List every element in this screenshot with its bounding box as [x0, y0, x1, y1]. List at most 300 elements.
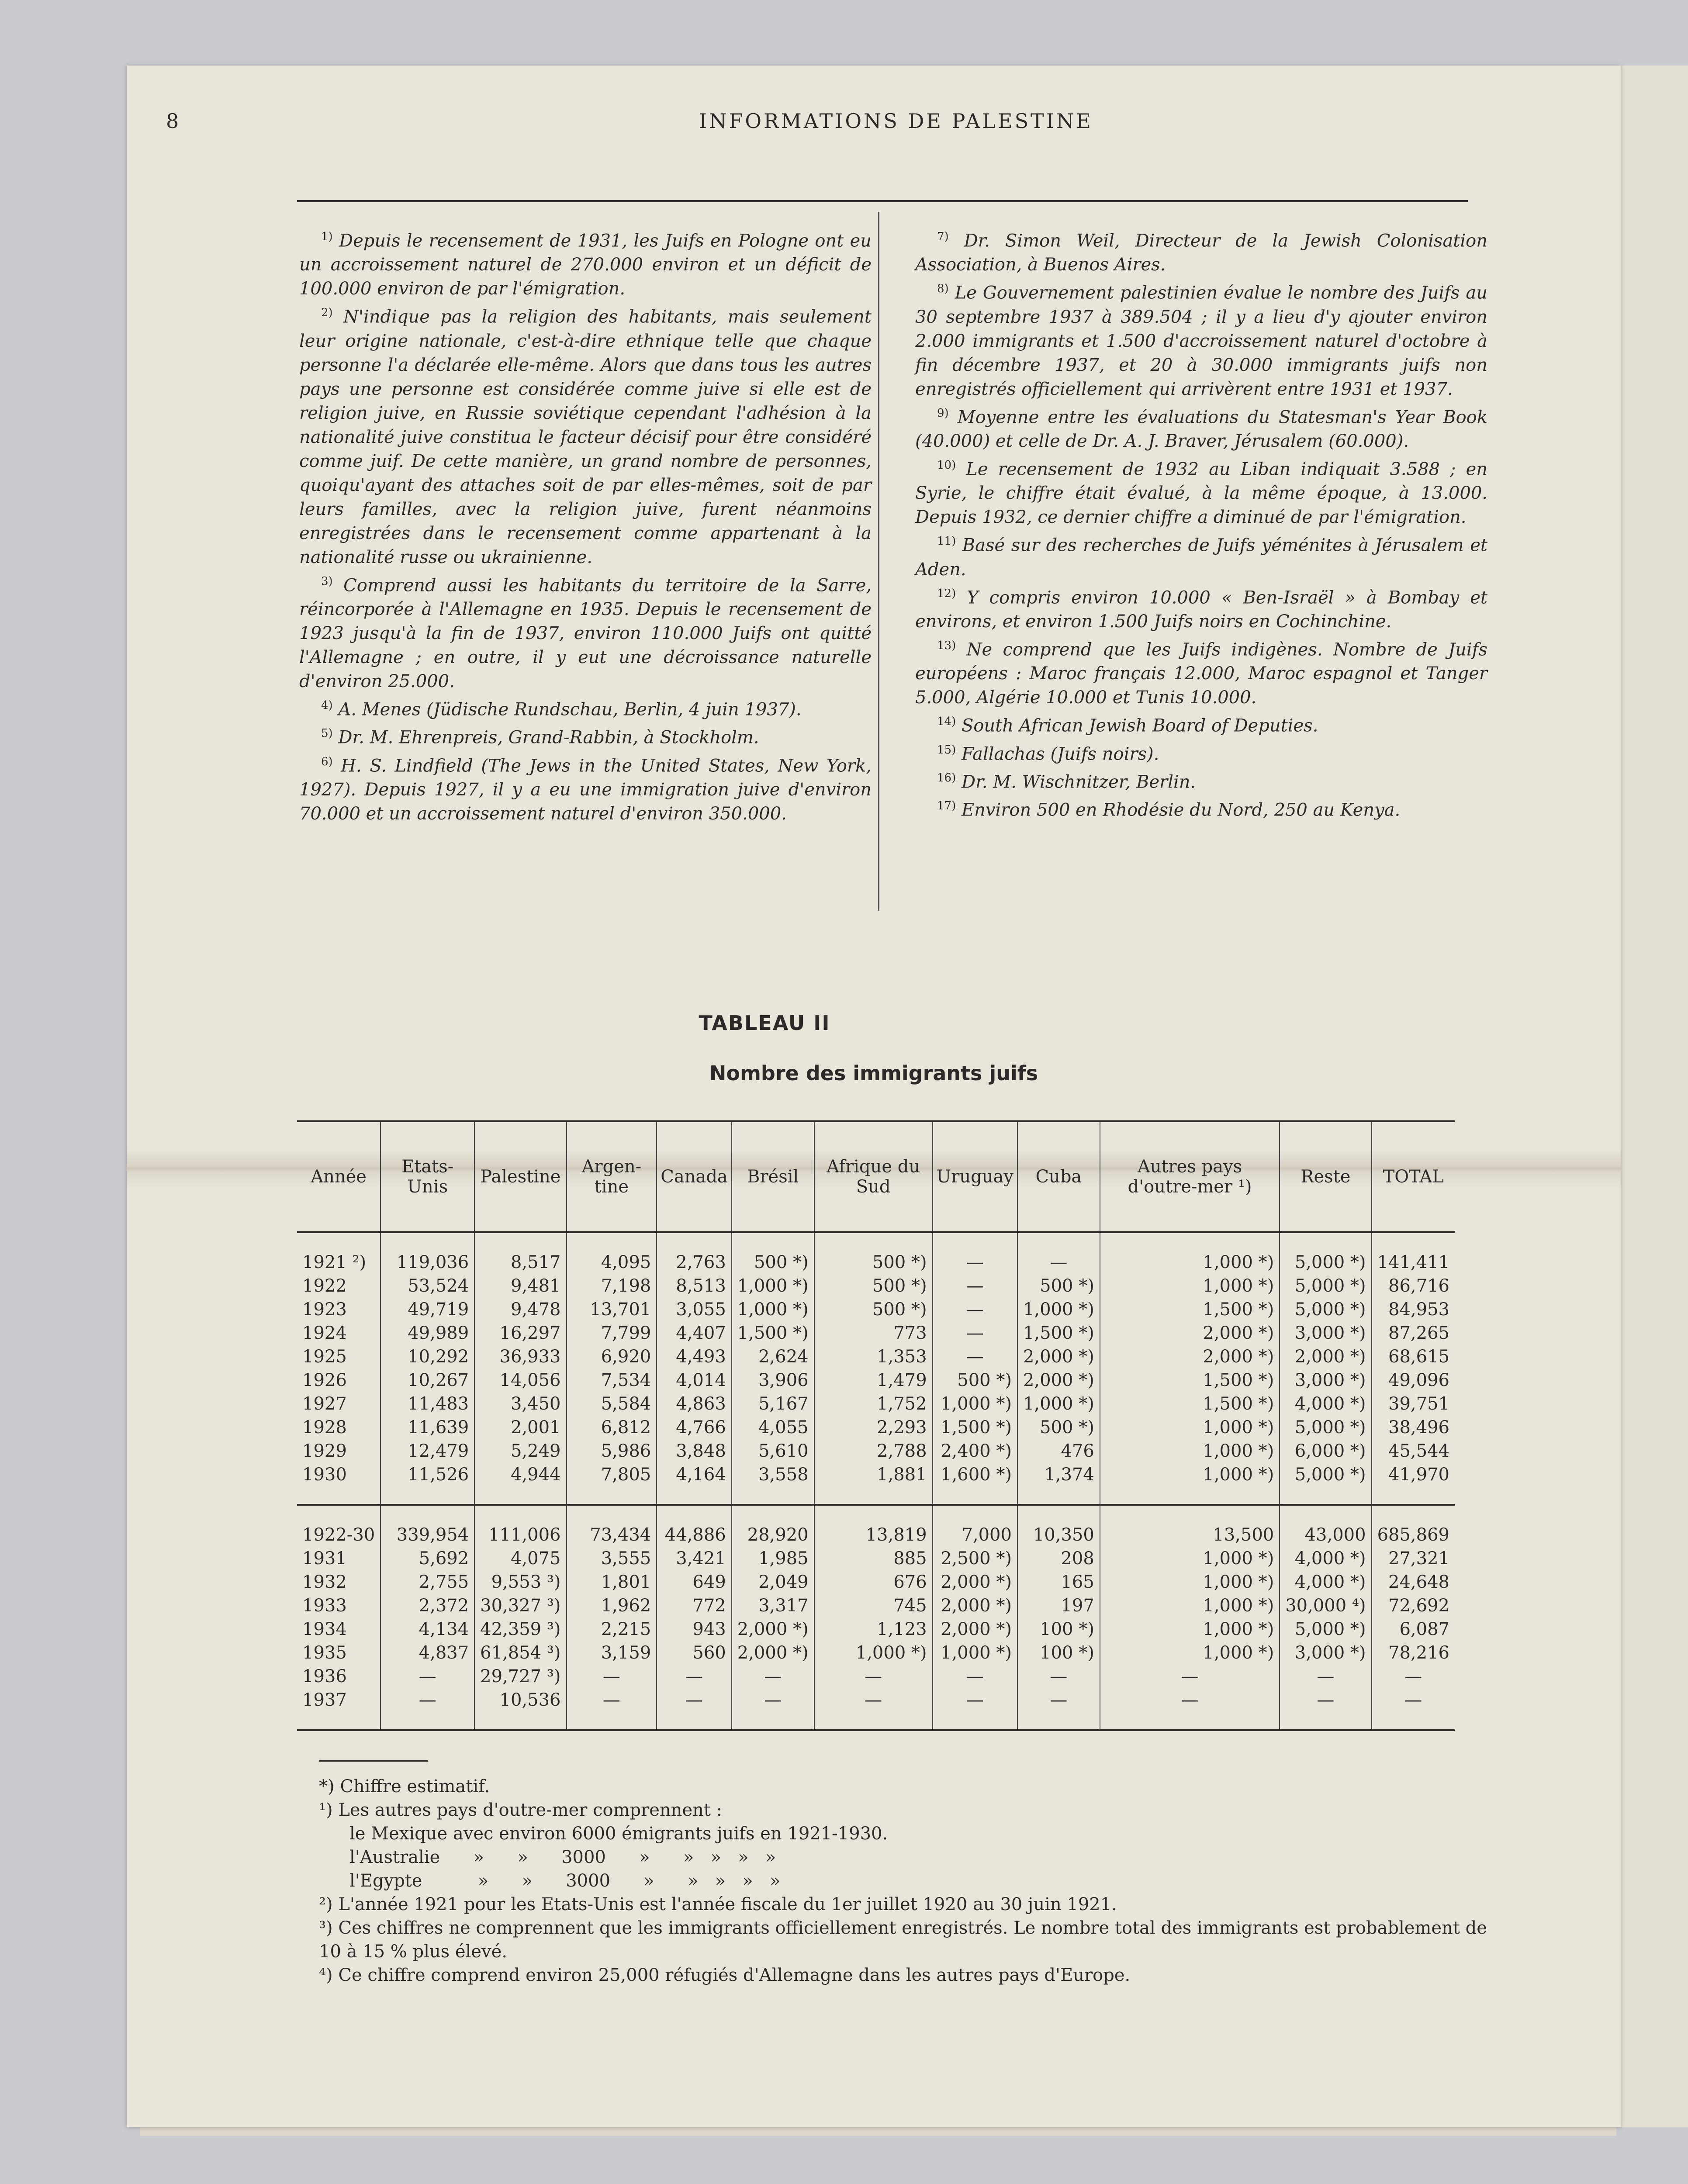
value-cell: 2,372 — [380, 1594, 474, 1617]
table-spacer-cell — [474, 1486, 566, 1505]
table-subtitle: Nombre des immigrants juifs — [709, 1061, 1038, 1085]
value-cell: 49,719 — [380, 1298, 474, 1321]
table-spacer-cell — [1017, 1505, 1100, 1523]
value-cell: — — [1100, 1665, 1280, 1688]
value-cell: 685,869 — [1372, 1523, 1455, 1547]
table-spacer-cell — [1017, 1712, 1100, 1730]
table-spacer-cell — [732, 1505, 814, 1523]
value-cell: 6,000 *) — [1280, 1439, 1371, 1463]
value-cell: 560 — [657, 1641, 732, 1665]
value-cell: 14,056 — [474, 1368, 566, 1392]
value-cell: 1,000 *) — [1100, 1439, 1280, 1463]
value-cell: — — [1017, 1665, 1100, 1688]
value-cell: 5,000 *) — [1280, 1251, 1371, 1274]
value-cell: 165 — [1017, 1570, 1100, 1594]
year-cell: 1924 — [302, 1323, 347, 1343]
value-cell: 10,267 — [380, 1368, 474, 1392]
table-row — [297, 1641, 1455, 1665]
value-cell: 3,159 — [567, 1641, 657, 1665]
column-header: Canada — [657, 1121, 732, 1232]
value-cell: 39,751 — [1372, 1392, 1455, 1416]
value-cell: 1,000 *) — [933, 1392, 1017, 1416]
column-divider — [878, 212, 879, 911]
value-cell: — — [567, 1665, 657, 1688]
value-cell: 3,555 — [567, 1547, 657, 1570]
footnote-text: Dr. M. Wischnitzer, Berlin. — [956, 772, 1196, 792]
footnote-text: Environ 500 en Rhodésie du Nord, 250 au Kenya. — [956, 800, 1401, 820]
value-cell: 3,055 — [657, 1298, 732, 1321]
value-cell: 2,000 *) — [1280, 1345, 1371, 1368]
value-cell: 2,049 — [732, 1570, 814, 1594]
table-spacer-cell — [380, 1505, 474, 1523]
year-cell: 1926 — [302, 1370, 347, 1390]
value-cell: 339,954 — [380, 1523, 474, 1547]
year-cell: 1927 — [302, 1394, 347, 1414]
table-spacer-cell — [1100, 1712, 1280, 1730]
year-cell: 1930 — [302, 1465, 347, 1485]
value-cell: 773 — [814, 1321, 933, 1345]
value-cell: 141,411 — [1372, 1251, 1455, 1274]
value-cell: 49,989 — [380, 1321, 474, 1345]
value-cell: 4,000 *) — [1280, 1392, 1371, 1416]
value-cell: — — [1100, 1688, 1280, 1712]
table-spacer-cell — [1280, 1232, 1371, 1251]
footnote-text: Dr. M. Ehrenpreis, Grand-Rabbin, à Stockholm. — [332, 727, 759, 748]
column-header: Palestine — [474, 1121, 566, 1232]
value-cell: 9,553 ³) — [474, 1570, 566, 1594]
value-cell: 2,000 *) — [1017, 1368, 1100, 1392]
value-cell: 4,134 — [380, 1617, 474, 1641]
footnote-number: 12) — [937, 587, 956, 600]
value-cell: — — [1017, 1251, 1100, 1274]
value-cell: 13,500 — [1100, 1523, 1280, 1547]
table-row — [297, 1688, 1455, 1712]
year-cell: 1936 — [302, 1666, 347, 1686]
footnote — [915, 634, 1487, 710]
value-cell: 10,536 — [474, 1688, 566, 1712]
table-spacer-cell — [1100, 1486, 1280, 1505]
footnote — [915, 794, 1487, 822]
value-cell: 2,000 *) — [933, 1617, 1017, 1641]
table-spacer-cell — [297, 1505, 380, 1523]
value-cell: 41,970 — [1372, 1463, 1455, 1486]
value-cell: 1,000 *) — [814, 1641, 933, 1665]
footnote — [299, 722, 872, 750]
value-cell: 30,327 ³) — [474, 1594, 566, 1617]
table-row — [297, 1547, 1455, 1570]
footnote-text: Moyenne entre les évaluations du Statesman's Year Book (40.000) et celle de Dr. A. J. Braver, Jérusalem (60.000). — [915, 407, 1487, 451]
table-row — [297, 1463, 1455, 1486]
value-cell: 2,000 *) — [732, 1617, 814, 1641]
table-spacer-cell — [474, 1505, 566, 1523]
value-cell: — — [657, 1688, 732, 1712]
value-cell: 100 *) — [1017, 1641, 1100, 1665]
value-cell: 84,953 — [1372, 1298, 1455, 1321]
value-cell: 1,881 — [814, 1463, 933, 1486]
value-cell: — — [1372, 1665, 1455, 1688]
value-cell: — — [933, 1274, 1017, 1298]
value-cell: 12,479 — [380, 1439, 474, 1463]
note-1: ¹) Les autres pays d'outre-mer comprennent : — [319, 1800, 723, 1820]
footnote-number: 9) — [937, 406, 949, 420]
column-header: Reste — [1280, 1121, 1371, 1232]
footnote-text: N'indique pas la religion des habitants, mais seulement leur origine nationale, c'est-à-dire ethnique telle que chaque personne l'a déclarée elle-même. Alors que dans tous les autres pays une personne est considérée comme juive si elle est de religion juive, en Russie soviétique cependant l'adhésion à la nationalité juive constitua le facteur décisif pour être considéré comme juif. De cette manière, un grand nombre de personnes, quoiqu'ayant des attaches soit de par elles-mêmes, soit de par leurs familles, avec la religion juive, furent néanmoins enregistrées dans le recensement comme appartenant à la nationalité russe ou ukrainienne. — [299, 307, 872, 567]
value-cell: 28,920 — [732, 1523, 814, 1547]
column-header: Autres pays d'outre-mer ¹) — [1100, 1121, 1280, 1232]
value-cell: 42,359 ³) — [474, 1617, 566, 1641]
value-cell: 6,920 — [567, 1345, 657, 1368]
year-cell: 1922 — [302, 1276, 347, 1296]
footnote-number: 3) — [321, 574, 333, 588]
value-cell: 5,986 — [567, 1439, 657, 1463]
table-row — [297, 1416, 1455, 1439]
value-cell: 2,293 — [814, 1416, 933, 1439]
value-cell: 3,421 — [657, 1547, 732, 1570]
value-cell: 30,000 ⁴) — [1280, 1594, 1371, 1617]
table-spacer-cell — [380, 1486, 474, 1505]
footnote-number: 7) — [937, 230, 949, 243]
table-row — [297, 1321, 1455, 1345]
value-cell: — — [732, 1688, 814, 1712]
footnote — [915, 582, 1487, 634]
value-cell: 5,249 — [474, 1439, 566, 1463]
value-cell: 53,524 — [380, 1274, 474, 1298]
value-cell: 1,000 *) — [1017, 1298, 1100, 1321]
footnote-text: South African Jewish Board of Deputies. — [956, 715, 1318, 736]
value-cell: 208 — [1017, 1547, 1100, 1570]
table-spacer-cell — [1280, 1712, 1371, 1730]
value-cell: 1,000 *) — [1100, 1547, 1280, 1570]
value-cell: 745 — [814, 1594, 933, 1617]
value-cell: 500 *) — [1017, 1274, 1100, 1298]
value-cell: 676 — [814, 1570, 933, 1594]
value-cell: — — [933, 1345, 1017, 1368]
table-spacer-cell — [1017, 1232, 1100, 1251]
value-cell: — — [933, 1298, 1017, 1321]
footnote — [915, 710, 1487, 738]
value-cell: 16,297 — [474, 1321, 566, 1345]
value-cell: — — [732, 1665, 814, 1688]
table-spacer-cell — [474, 1712, 566, 1730]
table-spacer-cell — [657, 1486, 732, 1505]
value-cell: 1,353 — [814, 1345, 933, 1368]
value-cell: 86,716 — [1372, 1274, 1455, 1298]
value-cell: 1,000 *) — [1100, 1641, 1280, 1665]
footnote — [915, 738, 1487, 766]
value-cell: 500 *) — [1017, 1416, 1100, 1439]
value-cell: 1,500 *) — [1017, 1321, 1100, 1345]
value-cell: 100 *) — [1017, 1617, 1100, 1641]
footnote-number: 14) — [937, 715, 956, 729]
year-cell: 1928 — [302, 1417, 347, 1438]
value-cell: 8,517 — [474, 1251, 566, 1274]
value-cell: 1,500 *) — [1100, 1368, 1280, 1392]
value-cell: 1,962 — [567, 1594, 657, 1617]
column-header: Année — [297, 1121, 380, 1232]
value-cell: 500 *) — [814, 1251, 933, 1274]
table-spacer-cell — [732, 1712, 814, 1730]
value-cell: 36,933 — [474, 1345, 566, 1368]
table-spacer-cell — [1372, 1712, 1455, 1730]
table-row — [297, 1368, 1455, 1392]
table-row — [297, 1570, 1455, 1594]
table-spacer-cell — [297, 1486, 380, 1505]
value-cell: 3,450 — [474, 1392, 566, 1416]
value-cell: 68,615 — [1372, 1345, 1455, 1368]
value-cell: 45,544 — [1372, 1439, 1455, 1463]
value-cell: 3,000 *) — [1280, 1368, 1371, 1392]
footnote-number: 2) — [321, 306, 333, 320]
year-cell: 1931 — [302, 1548, 347, 1569]
table-spacer-cell — [1017, 1486, 1100, 1505]
table-spacer-cell — [567, 1486, 657, 1505]
value-cell: 7,198 — [567, 1274, 657, 1298]
footnote-text: Le recensement de 1932 au Liban indiquait 3.588 ; en Syrie, le chiffre était évalué, à la même époque, à 13.000. Depuis 1932, ce dernier chiffre a diminué de par l'émigration. — [915, 459, 1487, 528]
footnote-number: 15) — [937, 743, 956, 757]
footnote-number: 6) — [321, 755, 333, 768]
value-cell: 13,701 — [567, 1298, 657, 1321]
value-cell: 4,766 — [657, 1416, 732, 1439]
value-cell: 43,000 — [1280, 1523, 1371, 1547]
value-cell: 1,000 *) — [732, 1274, 814, 1298]
value-cell: 1,000 *) — [1100, 1463, 1280, 1486]
value-cell: 1,985 — [732, 1547, 814, 1570]
footnote-number: 1) — [321, 230, 333, 243]
note-1b: l'Australie » » 3000 » » » » » — [349, 1847, 776, 1867]
value-cell: 2,000 *) — [1100, 1321, 1280, 1345]
note-3: ³) Ces chiffres ne comprennent que les immigrants officiellement enregistrés. Le nombre total des immigrants est probablement de 10 à 15 % plus élevé. — [319, 1918, 1487, 1962]
value-cell: 3,848 — [657, 1439, 732, 1463]
value-cell: 119,036 — [380, 1251, 474, 1274]
year-cell: 1935 — [302, 1643, 347, 1663]
value-cell: 2,755 — [380, 1570, 474, 1594]
value-cell: — — [380, 1665, 474, 1688]
table-spacer-cell — [1372, 1505, 1455, 1523]
value-cell: 1,801 — [567, 1570, 657, 1594]
value-cell: 500 *) — [814, 1274, 933, 1298]
value-cell: 1,752 — [814, 1392, 933, 1416]
value-cell: — — [814, 1688, 933, 1712]
footnote-number: 11) — [937, 535, 956, 548]
footnote — [299, 694, 872, 722]
value-cell: 5,610 — [732, 1439, 814, 1463]
year-cell: 1934 — [302, 1619, 347, 1639]
value-cell: 72,692 — [1372, 1594, 1455, 1617]
value-cell: 5,000 *) — [1280, 1274, 1371, 1298]
table-spacer-cell — [933, 1712, 1017, 1730]
table-spacer-cell — [380, 1712, 474, 1730]
footnote — [299, 225, 872, 301]
notes-rule — [319, 1760, 428, 1762]
footnote-text: Ne comprend que les Juifs indigènes. Nombre de Juifs européens : Maroc français 12.000, Maroc espagnol et Tanger 5.000, Algérie 10.000 et Tunis 10.000. — [915, 639, 1487, 708]
value-cell: 500 *) — [732, 1251, 814, 1274]
note-estimate: *) Chiffre estimatif. — [319, 1776, 490, 1797]
value-cell: 10,292 — [380, 1345, 474, 1368]
value-cell: 9,478 — [474, 1298, 566, 1321]
table-spacer-cell — [657, 1712, 732, 1730]
value-cell: 2,624 — [732, 1345, 814, 1368]
note-1c: l'Egypte » » 3000 » » » » » — [349, 1871, 781, 1891]
value-cell: 2,400 *) — [933, 1439, 1017, 1463]
year-cell: 1929 — [302, 1441, 347, 1461]
year-cell: 1921 ²) — [302, 1252, 367, 1272]
table-row — [297, 1439, 1455, 1463]
value-cell: — — [1280, 1688, 1371, 1712]
note-4: ⁴) Ce chiffre comprend environ 25,000 réfugiés d'Allemagne dans les autres pays d'Europe. — [319, 1965, 1131, 1985]
value-cell: 4,055 — [732, 1416, 814, 1439]
value-cell: — — [933, 1251, 1017, 1274]
year-cell: 1925 — [302, 1347, 347, 1367]
table-title: TABLEAU II — [699, 1011, 830, 1035]
column-header: Argen-tine — [567, 1121, 657, 1232]
value-cell: — — [1017, 1688, 1100, 1712]
value-cell: 1,500 *) — [933, 1416, 1017, 1439]
footnote-text: H. S. Lindfield (The Jews in the United States, New York, 1927). Depuis 1927, il y a eu une immigration juive d'environ 70.000 et un accroissement naturel d'environ 350.000. — [299, 755, 872, 824]
footnote — [299, 750, 872, 826]
table-spacer-cell — [567, 1505, 657, 1523]
value-cell: 10,350 — [1017, 1523, 1100, 1547]
column-header: Uruguay — [933, 1121, 1017, 1232]
column-header: Brésil — [732, 1121, 814, 1232]
value-cell: 3,317 — [732, 1594, 814, 1617]
footnote-number: 13) — [937, 639, 956, 652]
table-spacer-cell — [1100, 1505, 1280, 1523]
table-spacer-cell — [657, 1505, 732, 1523]
table-row — [297, 1274, 1455, 1298]
footnote-number: 10) — [937, 458, 956, 472]
value-cell: 24,648 — [1372, 1570, 1455, 1594]
value-cell: 5,167 — [732, 1392, 814, 1416]
running-title: INFORMATIONS DE PALESTINE — [699, 109, 1093, 133]
value-cell: — — [814, 1665, 933, 1688]
table-spacer-cell — [297, 1232, 380, 1251]
value-cell: 4,095 — [567, 1251, 657, 1274]
table-row — [297, 1617, 1455, 1641]
value-cell: 49,096 — [1372, 1368, 1455, 1392]
footnote-text: Fallachas (Juifs noirs). — [956, 743, 1159, 764]
table-spacer-cell — [657, 1232, 732, 1251]
footnote — [299, 301, 872, 569]
table-row — [297, 1345, 1455, 1368]
value-cell: 1,600 *) — [933, 1463, 1017, 1486]
value-cell: 9,481 — [474, 1274, 566, 1298]
value-cell: 3,906 — [732, 1368, 814, 1392]
value-cell: 2,000 *) — [933, 1594, 1017, 1617]
value-cell: 1,000 *) — [732, 1298, 814, 1321]
value-cell: 476 — [1017, 1439, 1100, 1463]
value-cell: 1,000 *) — [1017, 1392, 1100, 1416]
value-cell: 1,000 *) — [1100, 1274, 1280, 1298]
value-cell: 7,000 — [933, 1523, 1017, 1547]
table-row — [297, 1251, 1455, 1274]
column-header: Etats-Unis — [380, 1121, 474, 1232]
table-spacer-cell — [814, 1712, 933, 1730]
year-cell: 1932 — [302, 1572, 347, 1592]
value-cell: 1,000 *) — [1100, 1251, 1280, 1274]
value-cell: 7,805 — [567, 1463, 657, 1486]
table-notes — [319, 1760, 1498, 1987]
value-cell: 3,000 *) — [1280, 1641, 1371, 1665]
table-spacer-cell — [732, 1486, 814, 1505]
table-spacer-row — [297, 1232, 1455, 1251]
value-cell: 1,500 *) — [1100, 1392, 1280, 1416]
value-cell: 1,123 — [814, 1617, 933, 1641]
value-cell: 27,321 — [1372, 1547, 1455, 1570]
footnote-number: 8) — [937, 282, 949, 296]
value-cell: 1,479 — [814, 1368, 933, 1392]
value-cell: 4,493 — [657, 1345, 732, 1368]
value-cell: 111,006 — [474, 1523, 566, 1547]
header-rule — [297, 200, 1468, 202]
value-cell: 8,513 — [657, 1274, 732, 1298]
footnote-text: Depuis le recensement de 1931, les Juifs en Pologne ont eu un accroissement naturel de 270.000 environ et un déficit de 100.000 environ de par l'émigration. — [299, 231, 872, 299]
value-cell: 885 — [814, 1547, 933, 1570]
value-cell: 6,812 — [567, 1416, 657, 1439]
value-cell: 5,584 — [567, 1392, 657, 1416]
value-cell: 4,863 — [657, 1392, 732, 1416]
value-cell: 1,000 *) — [1100, 1416, 1280, 1439]
table-spacer-cell — [814, 1486, 933, 1505]
footnote — [915, 529, 1487, 581]
value-cell: 197 — [1017, 1594, 1100, 1617]
column-header: TOTAL — [1372, 1121, 1455, 1232]
value-cell: — — [657, 1665, 732, 1688]
value-cell: 44,886 — [657, 1523, 732, 1547]
table-spacer-cell — [1372, 1486, 1455, 1505]
footnote-number: 4) — [321, 698, 333, 712]
value-cell: 4,014 — [657, 1368, 732, 1392]
footnote — [915, 277, 1487, 401]
value-cell: 87,265 — [1372, 1321, 1455, 1345]
value-cell: 4,837 — [380, 1641, 474, 1665]
footnote-number: 5) — [321, 727, 333, 740]
footnotes-right-column — [915, 225, 1487, 822]
table-spacer-cell — [567, 1232, 657, 1251]
value-cell: 61,854 ³) — [474, 1641, 566, 1665]
table-spacer-cell — [1100, 1232, 1280, 1251]
column-header: Afrique du Sud — [814, 1121, 933, 1232]
value-cell: 1,000 *) — [933, 1641, 1017, 1665]
table-spacer-cell — [933, 1232, 1017, 1251]
table-header-row — [297, 1121, 1455, 1232]
value-cell: 11,639 — [380, 1416, 474, 1439]
value-cell: 4,944 — [474, 1463, 566, 1486]
year-cell: 1922-30 — [302, 1525, 375, 1545]
value-cell: — — [933, 1688, 1017, 1712]
value-cell: 4,000 *) — [1280, 1570, 1371, 1594]
value-cell: 7,534 — [567, 1368, 657, 1392]
footnote-number: 16) — [937, 771, 956, 784]
value-cell: 4,000 *) — [1280, 1547, 1371, 1570]
footnote — [915, 453, 1487, 529]
value-cell: 2,500 *) — [933, 1547, 1017, 1570]
table-row — [297, 1594, 1455, 1617]
immigrants-table — [297, 1120, 1455, 1731]
value-cell: — — [933, 1321, 1017, 1345]
value-cell: 2,763 — [657, 1251, 732, 1274]
footnote-text: Basé sur des recherches de Juifs yéménites à Jérusalem et Aden. — [915, 535, 1487, 580]
value-cell: 1,000 *) — [1100, 1594, 1280, 1617]
value-cell: 5,000 *) — [1280, 1617, 1371, 1641]
value-cell: 4,164 — [657, 1463, 732, 1486]
footnote — [915, 225, 1487, 277]
table-row — [297, 1392, 1455, 1416]
footnote — [915, 401, 1487, 453]
value-cell: 5,692 — [380, 1547, 474, 1570]
value-cell: 5,000 *) — [1280, 1416, 1371, 1439]
table-spacer-cell — [814, 1232, 933, 1251]
value-cell: — — [380, 1688, 474, 1712]
